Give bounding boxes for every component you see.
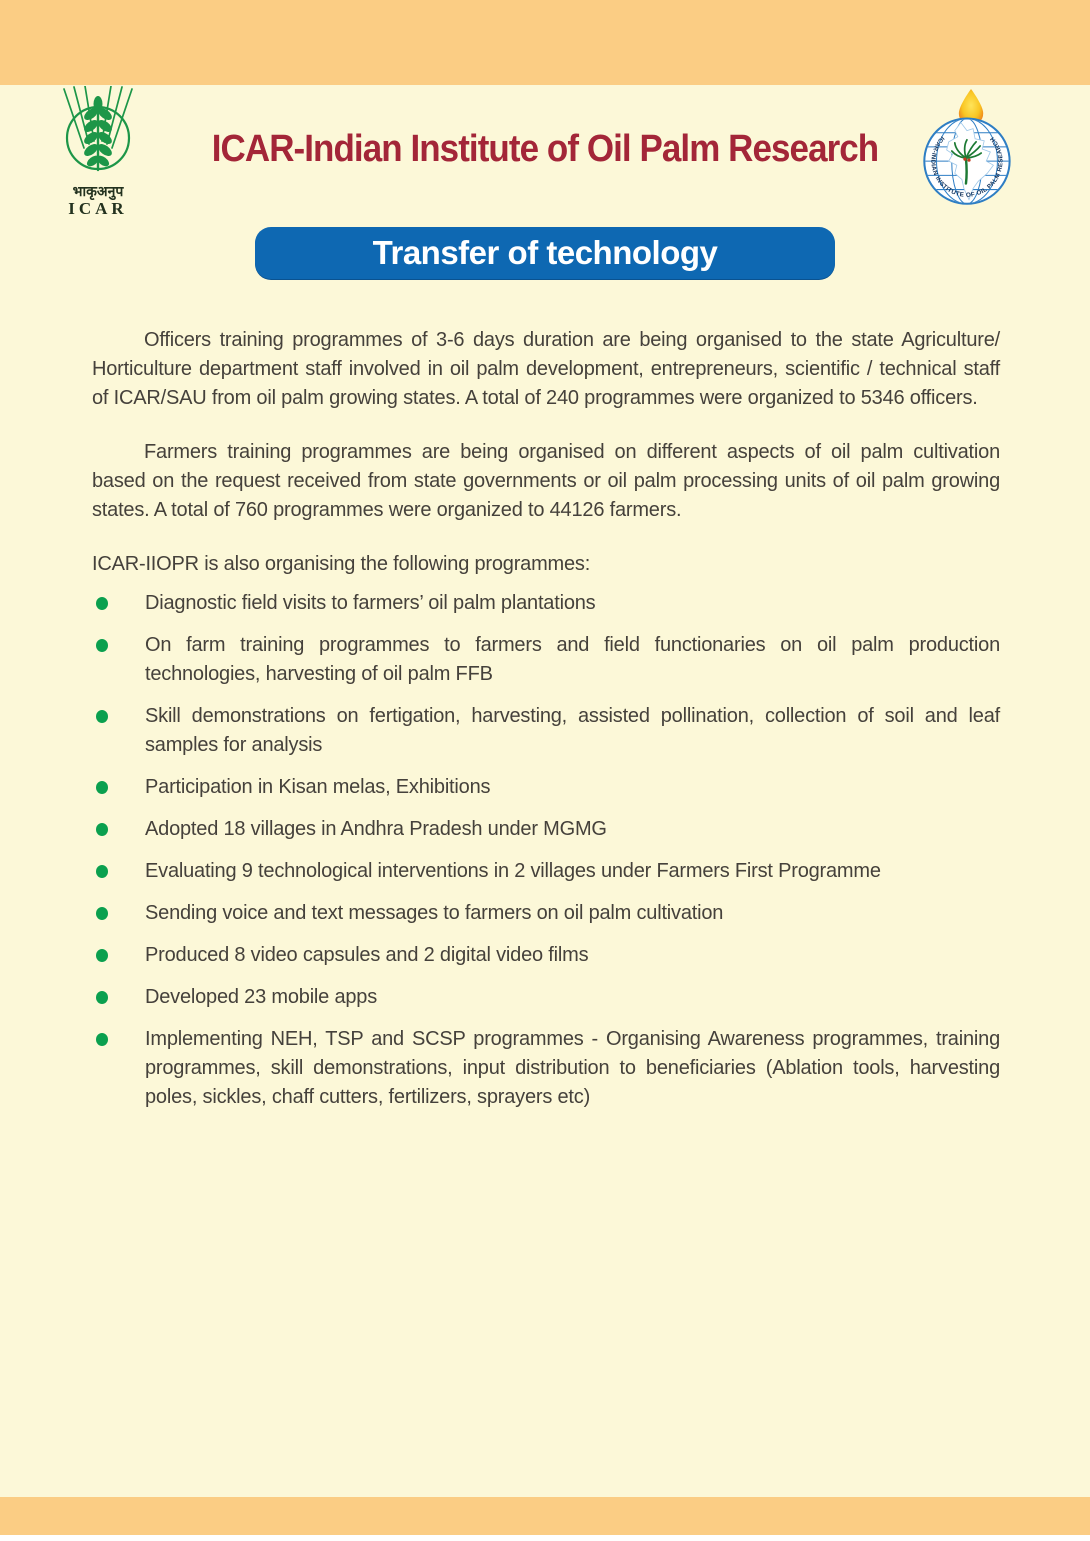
list-item (92, 815, 1000, 844)
bullet-icon (96, 823, 108, 836)
list-item-text: Diagnostic field visits to farmers’ oil palm plantations (145, 592, 596, 614)
icar-hindi-label: भाकृअनुप (72, 183, 124, 199)
bullet-icon (96, 710, 108, 723)
list-intro: ICAR-IIOPR is also organising the following programmes: (92, 553, 591, 575)
list-item (92, 589, 1000, 618)
list-item-text: Participation in Kisan melas, Exhibitions (145, 776, 491, 798)
paragraph: Officers training programmes of 3-6 days duration are being organised to the state Agriculture/ Horticulture department staff involved in oil palm development, entrepreneurs, scientific / technical staff of ICAR/SAU from oil palm growing states. A total of 240 programmes were organized to 5346 officers. (92, 329, 1000, 409)
bullet-icon (96, 639, 108, 652)
list-item-text: Sending voice and text messages to farmers on oil palm cultivation (145, 902, 724, 924)
list-item (92, 983, 1000, 1012)
icar-acronym-label: ICAR (68, 199, 128, 218)
list-item (92, 899, 1000, 928)
bullet-icon (96, 907, 108, 920)
document-body (92, 326, 1000, 1125)
paragraph: Farmers training programmes are being organised on different aspects of oil palm cultivation based on the request received from state governments or oil palm processing units of oil palm growing states. A total of 760 programmes were organized to 44126 farmers. (92, 441, 1000, 521)
list-item (92, 857, 1000, 886)
section-banner (255, 227, 835, 279)
bullet-icon (96, 597, 108, 610)
bottom-border-band (0, 1497, 1090, 1535)
list-item (92, 941, 1000, 970)
list-item-text: Skill demonstrations on fertigation, harvesting, assisted pollination, collection of soil and leaf samples for analysis (145, 705, 1000, 756)
programme-list (92, 589, 1000, 1112)
bullet-icon (96, 781, 108, 794)
list-item-text: Adopted 18 villages in Andhra Pradesh under MGMG (145, 818, 607, 840)
paragraph-group (92, 326, 1000, 525)
top-border-band (0, 0, 1090, 85)
list-item (92, 631, 1000, 689)
list-item-text: On farm training programmes to farmers and field functionaries on oil palm production technologies, harvesting of oil palm FFB (145, 634, 1000, 685)
bullet-icon (96, 1033, 108, 1046)
page-title: ICAR-Indian Institute of Oil Palm Research (211, 128, 879, 170)
list-item (92, 773, 1000, 802)
list-item-text: Implementing NEH, TSP and SCSP programmes - Organising Awareness programmes, training programmes, skill demonstrations, input distribution to beneficiaries (Ablation tools, harvesting poles, sickles, chaff cutters, fertilizers, sprayers etc) (145, 1028, 1000, 1108)
seal-ring-text: ICAR-INDIAN INSTITUTE OF OIL PALM RESEARCH (929, 134, 1005, 199)
list-item-text: Evaluating 9 technological interventions in 2 villages under Farmers First Programme (145, 860, 881, 882)
bottom-white-strip (0, 1535, 1090, 1541)
list-item-text: Developed 23 mobile apps (145, 986, 378, 1008)
section-banner-label: Transfer of technology (372, 234, 718, 271)
list-item (92, 702, 1000, 760)
institute-seal (918, 86, 1020, 223)
list-item (92, 1025, 1000, 1112)
list-item-text: Produced 8 video capsules and 2 digital video films (145, 944, 589, 966)
bullet-icon (96, 865, 108, 878)
bullet-icon (96, 949, 108, 962)
globe-palm-icon (918, 86, 1020, 218)
bullet-icon (96, 991, 108, 1004)
